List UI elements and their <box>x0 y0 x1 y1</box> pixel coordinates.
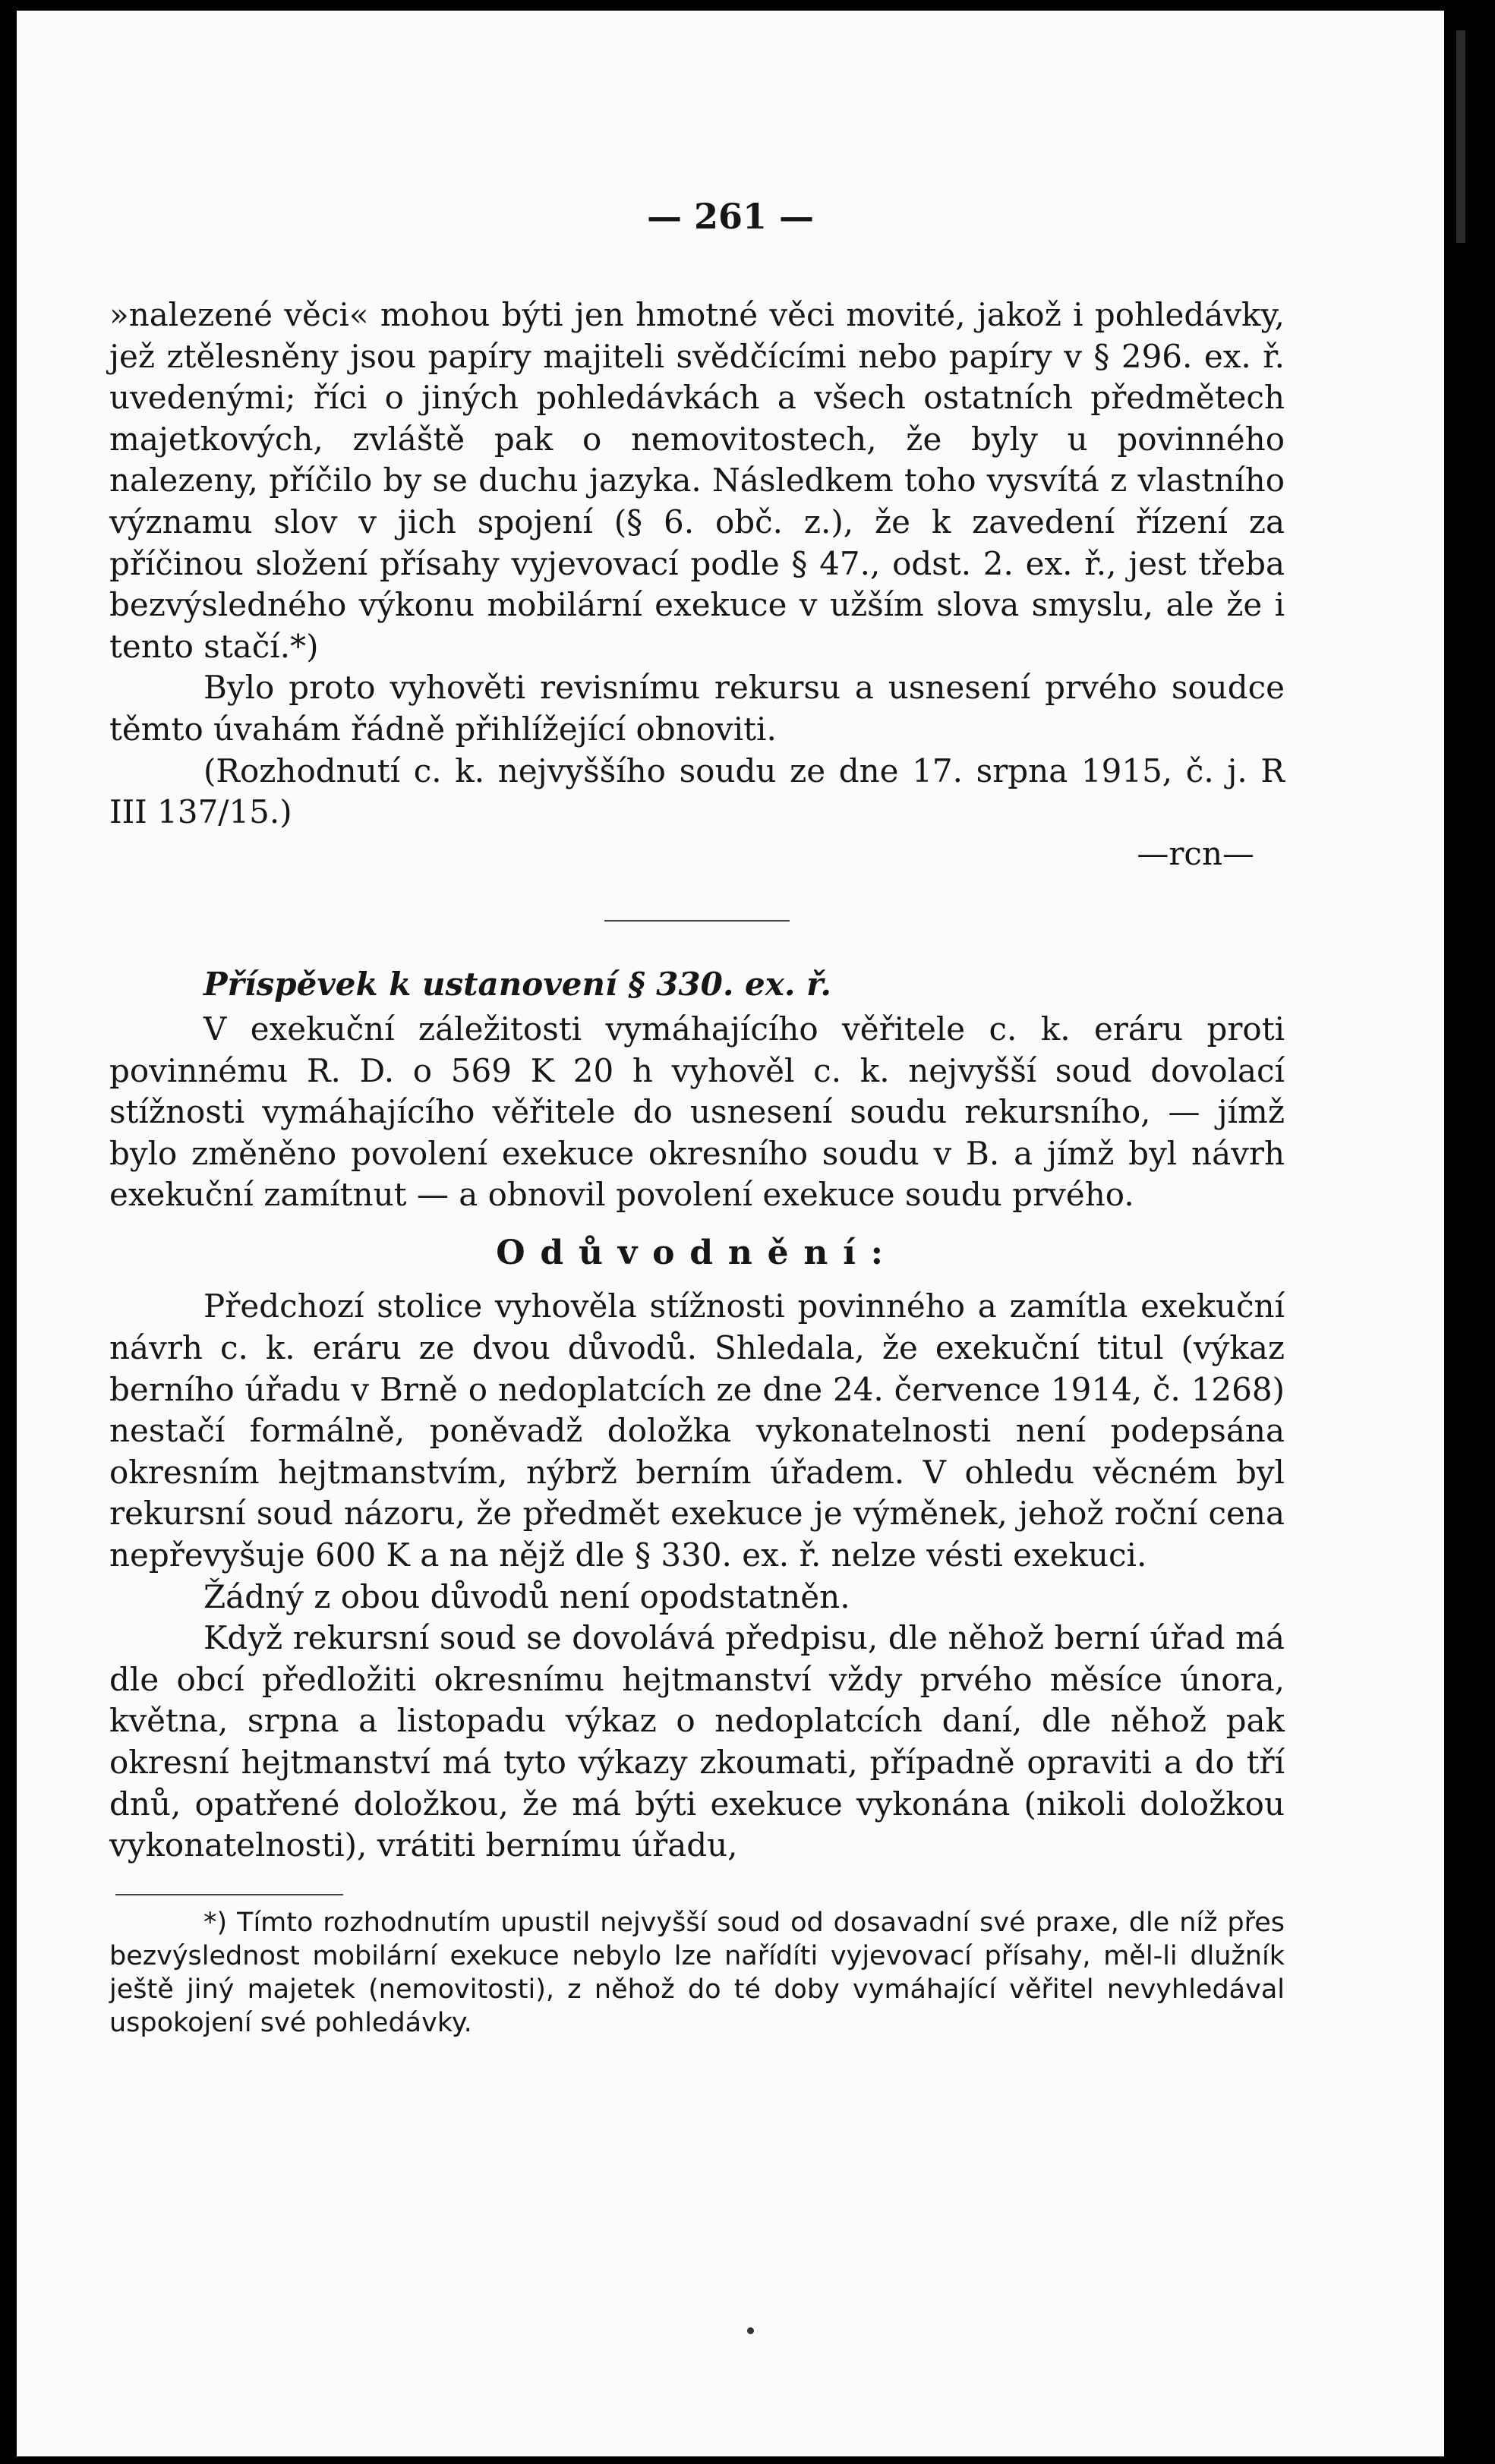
citation-sign-row <box>109 833 1285 875</box>
citation-sign: —rcn— <box>1137 834 1254 872</box>
paragraph-2: Bylo proto vyhověti revisnímu rekursu a usnesení prvého soudce těmto úvahám řádně přihlížející obnoviti. <box>109 669 1285 748</box>
page-body <box>109 295 1285 2040</box>
scan-edge-mark <box>1456 30 1465 243</box>
ink-dot <box>747 2327 754 2334</box>
paragraph-3: V exekuční záležitosti vymáhajícího věřitele c. k. eráru proti povinnému R. D. o 569 K 20 h vyhověl c. k. nejvyšší soud dovolací stížnosti vymáhajícího věřitele do usnesení soudu rekursního, — jímž bylo změněno povolení exekuce okresního soudu v B. a jímž byl návrh exekuční zamítnut — a obnovil povolení exekuce soudu prvého. <box>109 1010 1285 1214</box>
paragraph-5: Žádný z obou důvodů není opodstatněn. <box>203 1577 850 1615</box>
section-subtitle: Příspěvek k ustanovení § 330. ex. ř. <box>203 966 831 1004</box>
section-divider <box>604 920 790 922</box>
footnote: *) Tímto rozhodnutím upustil nejvyšší soud od dosavadní své praxe, dle níž přes bezvýslednost mobilární exekuce nebylo lze nařídíti vyjevovací přísahy, měl-li dlužník ještě jiný majetek (nemovitosti), z něhož do té doby vymáhající věřitel nevyhledával uspokojení své pohledávky. <box>109 1907 1285 2038</box>
section-heading: Odůvodnění: <box>496 1233 898 1272</box>
paragraph-4: Předchozí stolice vyhověla stížnosti povinného a zamítla exekuční návrh c. k. eráru ze dvou důvodů. Shledala, že exekuční titul (výkaz berního úřadu v Brně o nedoplatcích ze dne 24. července 1914, č. 1268) nestačí formálně, poněvadž doložka vykonatelnosti není podepsána okresním hejtmanstvím, nýbrž berním úřadem. V ohledu věcném byl rekursní soud názoru, že předmět exekuce je výměnek, jehož roční cena nepřevyšuje 600 K a na nějž dle § 330. ex. ř. nelze vésti exekuci. <box>109 1287 1285 1574</box>
page-number: — 261 — <box>646 196 815 237</box>
citation-line <box>109 751 1285 833</box>
citation: (Rozhodnutí c. k. nejvyššího soudu ze dne 17. srpna 1915, č. j. R III 137/15.) <box>109 751 1285 831</box>
document-page <box>17 11 1444 2456</box>
footnote-rule <box>115 1894 343 1895</box>
paragraph-1: »nalezené věci« mohou býti jen hmotné věci movité, jakož i pohledávky, jež ztělesněny jsou papíry majiteli svědčícími nebo papíry v § 296. ex. ř. uvedenými; říci o jiných pohledávkách a všech ostatních předmětech majetkových, zvláště pak o nemovitostech, že byly u povinného nalezeny, příčilo by se duchu jazyka. Následkem toho vysvítá z vlastního významu slov v jich spojení (§ 6. obč. z.), že k zavedení řízení za příčinou složení přísahy vyjevovací podle § 47., odst. 2. ex. ř., jest třeba bezvýsledného výkonu mobilární exekuce v užším slova smyslu, ale že i tento stačí.*) <box>109 296 1285 665</box>
paragraph-6: Když rekursní soud se dovolává předpisu, dle něhož berní úřad má dle obcí předložiti okresnímu hejtmanství vždy prvého měsíce února, května, srpna a listopadu výkaz o nedoplatcích daní, dle něhož pak okresní hejtmanství má tyto výkazy zkoumati, případně opraviti a do tří dnů, opatřené doložkou, že má býti exekuce vykonána (nikoli doložkou vykonatelnosti), vrátiti bernímu úřadu, <box>109 1619 1285 1864</box>
